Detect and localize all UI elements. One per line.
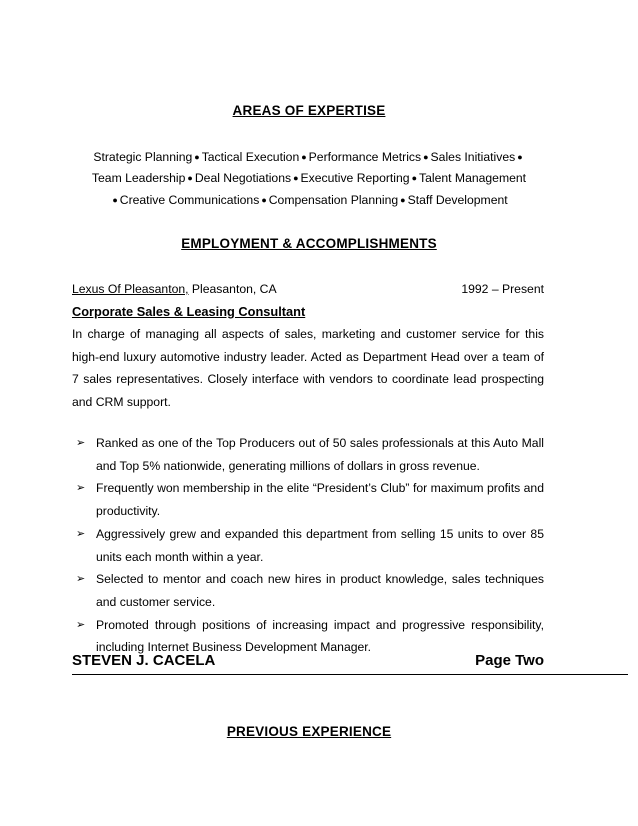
expertise-item: Team Leadership <box>91 171 186 185</box>
company-info <box>72 282 277 296</box>
bullet-separator-icon: ● <box>411 173 418 183</box>
expertise-item: Staff Development <box>407 193 508 207</box>
expertise-line-3 <box>0 193 618 207</box>
bullet-separator-icon: ● <box>423 152 429 162</box>
bullet-separator-icon: ● <box>517 152 523 162</box>
expertise-line-2 <box>0 171 618 185</box>
expertise-item: Strategic Planning <box>93 150 193 164</box>
arrow-bullet-icon: ➢ <box>76 573 86 586</box>
expertise-item: Compensation Planning <box>268 193 399 207</box>
achievement-item <box>72 568 544 613</box>
employment-heading: EMPLOYMENT & ACCOMPLISHMENTS <box>181 236 437 251</box>
expertise-item: Tactical Execution <box>201 150 300 164</box>
achievements-list <box>72 432 544 659</box>
job-description: In charge of managing all aspects of sales, marketing and customer service for this high-end luxury automotive industry leader. Acted as Department Head over a team of 7 sales representatives. Closely interface with vendors to coordinate lead prospecting and CRM support. <box>72 327 544 410</box>
page-number: Page Two <box>475 652 544 669</box>
achievement-item <box>72 523 544 568</box>
bullet-separator-icon: ● <box>112 195 118 205</box>
header-divider <box>72 674 628 675</box>
expertise-line-1 <box>0 150 618 164</box>
bullet-separator-icon: ● <box>293 173 299 183</box>
achievement-text: Ranked as one of the Top Producers out of 50 sales professionals at this Auto Mall and Top 5% nationwide, generating millions of dollars in gross revenue. <box>96 436 544 473</box>
achievement-item <box>72 477 544 522</box>
achievement-item <box>72 432 544 477</box>
bullet-separator-icon: ● <box>301 152 307 162</box>
employment-dates: 1992 – Present <box>461 282 544 296</box>
achievement-text: Selected to mentor and coach new hires in product knowledge, sales techniques and customer service. <box>96 572 544 609</box>
areas-of-expertise-heading: AREAS OF EXPERTISE <box>232 103 386 118</box>
arrow-bullet-icon: ➢ <box>76 527 86 540</box>
arrow-bullet-icon: ➢ <box>76 618 86 631</box>
achievement-text: Promoted through positions of increasing impact and progressive responsibility, including Internet Business Development Manager. <box>96 617 544 655</box>
job-title: Corporate Sales & Leasing Consultant <box>72 304 306 319</box>
expertise-item: Creative Communications <box>119 193 260 207</box>
expertise-item: Sales Initiatives <box>430 150 516 164</box>
company-name: Lexus Of Pleasanton, <box>72 282 189 296</box>
expertise-item: Executive Reporting <box>300 171 410 185</box>
bullet-separator-icon: ● <box>261 195 267 205</box>
expertise-item: Talent Management <box>419 171 527 185</box>
arrow-bullet-icon: ➢ <box>76 482 86 495</box>
company-row <box>72 282 544 296</box>
expertise-item: Performance Metrics <box>308 150 422 164</box>
achievement-text: Frequently won membership in the elite “President’s Club” for maximum profits and productivity. <box>96 481 544 519</box>
bullet-separator-icon: ● <box>194 152 200 162</box>
bullet-separator-icon: ● <box>187 173 193 183</box>
page-header-row <box>72 652 544 669</box>
arrow-bullet-icon: ➢ <box>76 437 86 449</box>
expertise-item: Deal Negotiations <box>194 171 292 185</box>
candidate-name: STEVEN J. CACELA <box>72 652 216 669</box>
company-location: Pleasanton, CA <box>188 282 277 296</box>
previous-experience-heading: PREVIOUS EXPERIENCE <box>226 724 392 739</box>
bullet-separator-icon: ● <box>400 195 406 205</box>
achievement-text: Aggressively grew and expanded this department from selling 15 units to over 85 units each month within a year. <box>96 526 544 564</box>
